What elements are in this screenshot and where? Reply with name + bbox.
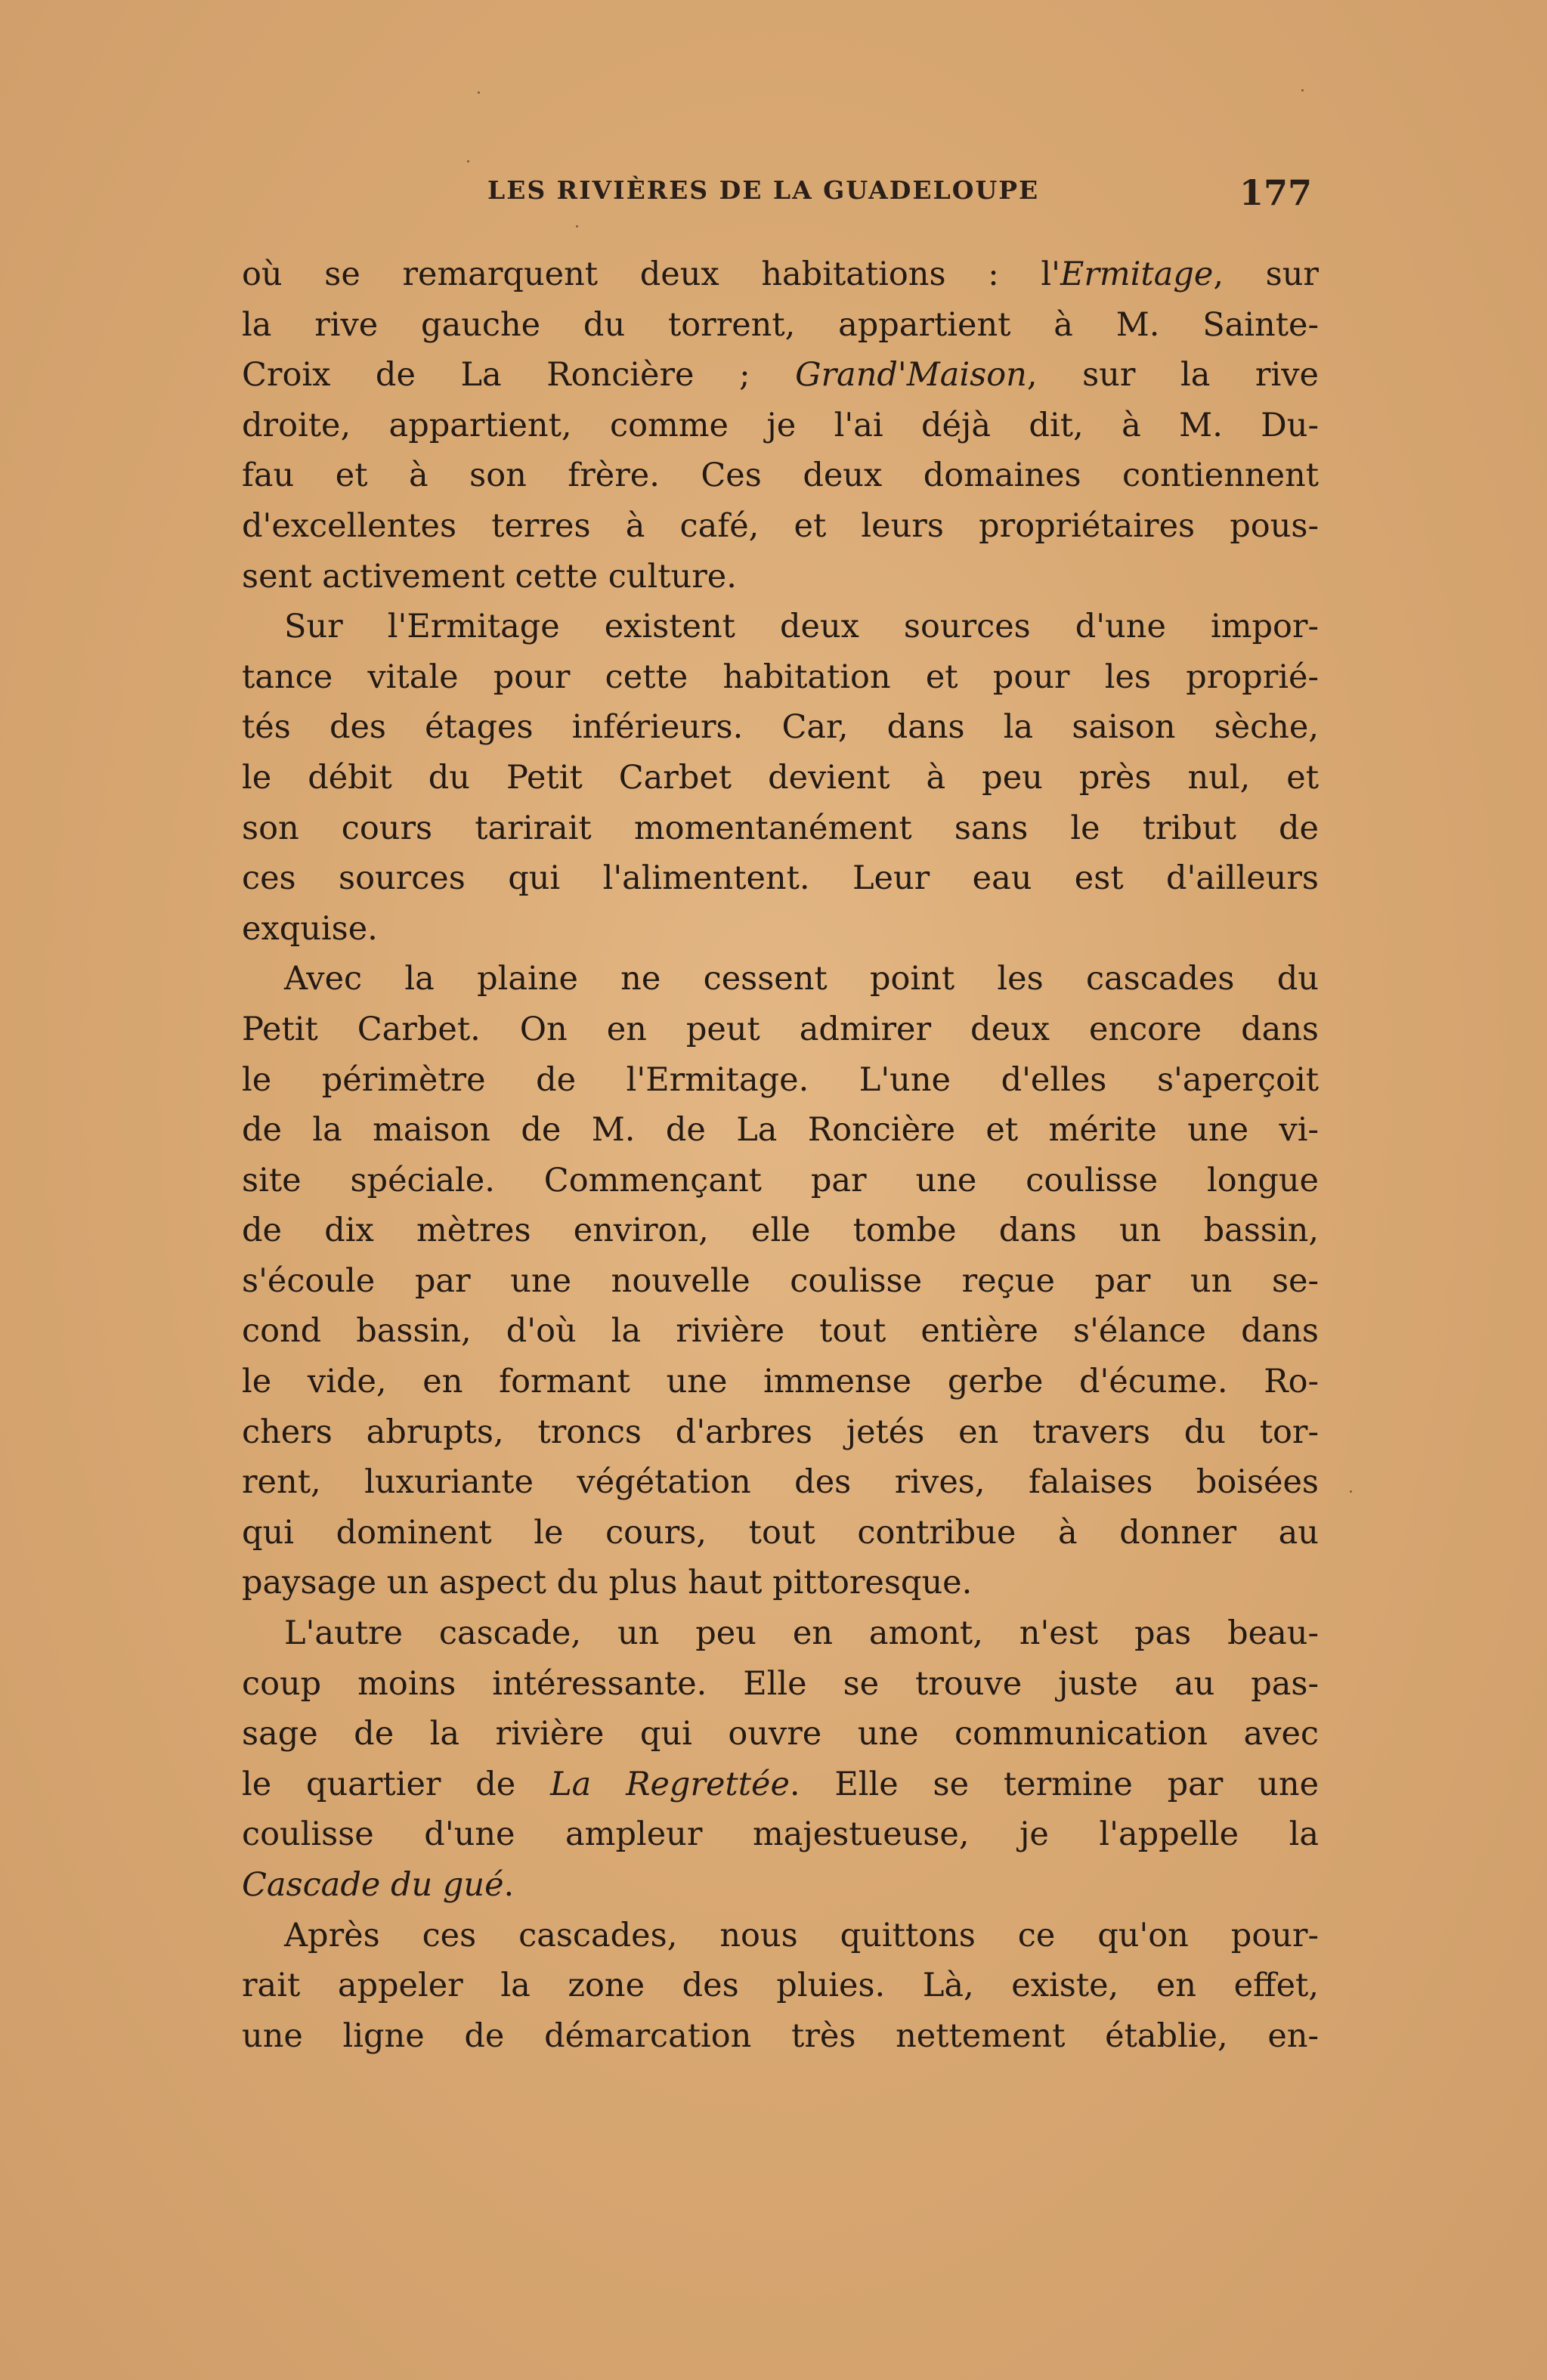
text-line: Petit Carbet. On en peut admirer deux encore dans: [242, 1010, 1319, 1048]
text-line: le vide, en formant une immense gerbe d'écume. Ro-: [242, 1363, 1319, 1401]
text-line: L'autre cascade, un peu en amont, n'est pas beau-: [284, 1614, 1319, 1653]
italic-term: Grand'Maison: [795, 356, 1027, 395]
text-line: rait appeler la zone des pluies. Là, existe, en effet,: [242, 1967, 1319, 2005]
italic-term: La Regrettée: [550, 1765, 790, 1803]
text-line: où se remarquent deux habitations : l'Ermitage, sur: [242, 255, 1319, 293]
print-speck: [576, 225, 578, 227]
print-speck: [478, 91, 480, 94]
text-line: le quartier de La Regrettée. Elle se termine par une: [242, 1765, 1320, 1803]
text-line: le débit du Petit Carbet devient à peu près nul, et: [242, 758, 1319, 797]
text-line: paysage un aspect du plus haut pittoresque.: [242, 1564, 973, 1602]
text-line: site spéciale. Commençant par une coulisse longue: [242, 1161, 1319, 1199]
text-line: la rive gauche du torrent, appartient à M. Sainte-: [242, 305, 1319, 344]
running-title: LES RIVIÈRES DE LA GUADELOUPE: [487, 175, 1040, 205]
italic-term: Cascade du gué: [242, 1866, 504, 1904]
text-line: tance vitale pour cette habitation et pour les proprié-: [242, 658, 1319, 696]
text-line: chers abrupts, troncs d'arbres jetés en travers du tor-: [242, 1413, 1319, 1451]
text-line: d'excellentes terres à café, et leurs propriétaires pous-: [242, 506, 1319, 545]
print-speck: [1301, 89, 1304, 91]
text-line: rent, luxuriante végétation des rives, falaises boisées: [242, 1463, 1319, 1502]
text-line: coup moins intéressante. Elle se trouve juste au pas-: [242, 1664, 1319, 1703]
text-line: cond bassin, d'où la rivière tout entière s'élance dans: [242, 1312, 1319, 1351]
text-line: Croix de La Roncière ; Grand'Maison, sur la rive: [242, 356, 1319, 395]
text-line: une ligne de démarcation très nettement établie, en-: [242, 2016, 1319, 2055]
page-number: 177: [1239, 172, 1313, 213]
print-speck: [1350, 1490, 1352, 1493]
text-line: fau et à son frère. Ces deux domaines contiennent: [242, 457, 1319, 495]
text-line: Avec la plaine ne cessent point les cascades du: [284, 960, 1319, 998]
text-line: Cascade du gué.: [242, 1866, 515, 1904]
body-text: [242, 249, 1319, 2061]
text-line: Sur l'Ermitage existent deux sources d'une impor-: [284, 608, 1319, 646]
text-line: exquise.: [242, 909, 378, 948]
text-line: tés des étages inférieurs. Car, dans la saison sèche,: [242, 708, 1319, 747]
print-speck: [467, 160, 469, 162]
text-line: sage de la rivière qui ouvre une communication avec: [242, 1715, 1319, 1753]
text-line: ces sources qui l'alimentent. Leur eau est d'ailleurs: [242, 859, 1319, 898]
text-line: sent activement cette culture.: [242, 557, 737, 596]
text-line: qui dominent le cours, tout contribue à donner au: [242, 1513, 1319, 1552]
text-line: Après ces cascades, nous quittons ce qu'on pour-: [284, 1916, 1319, 1954]
text-line: s'écoule par une nouvelle coulisse reçue par un se-: [242, 1261, 1319, 1300]
text-line: son cours tarirait momentanément sans le tribut de: [242, 809, 1319, 847]
text-line: coulisse d'une ampleur majestueuse, je l'appelle la: [242, 1815, 1319, 1854]
text-line: de dix mètres environ, elle tombe dans un bassin,: [242, 1212, 1319, 1250]
text-line: de la maison de M. de La Roncière et mérite une vi-: [242, 1111, 1319, 1150]
text-line: droite, appartient, comme je l'ai déjà dit, à M. Du-: [242, 406, 1319, 444]
italic-term: Ermitage: [1060, 255, 1214, 293]
text-line: le périmètre de l'Ermitage. L'une d'elles s'aperçoit: [242, 1060, 1319, 1099]
